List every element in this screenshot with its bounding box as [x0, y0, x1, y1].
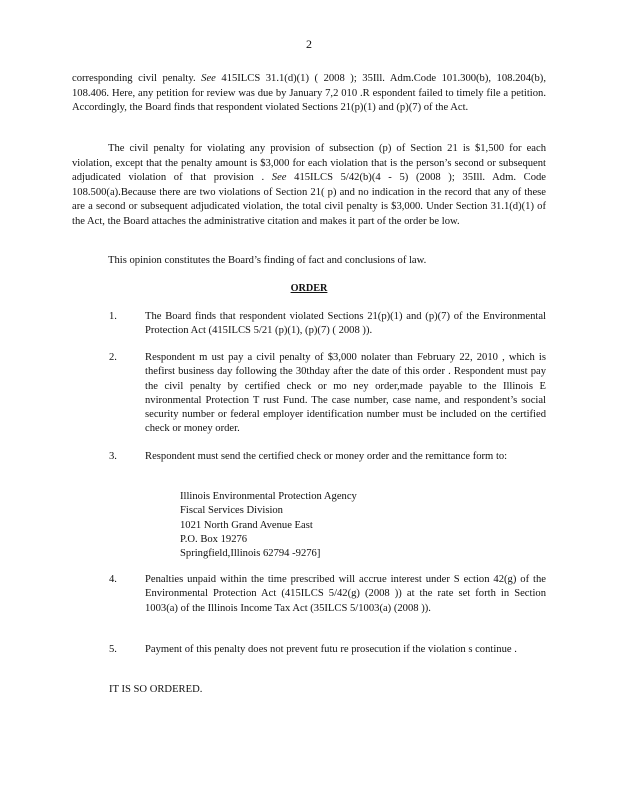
address-line: Illinois Environmental Protection Agency: [180, 491, 357, 502]
paragraph-penalty-default: [72, 72, 546, 116]
page-number: 2: [306, 37, 312, 51]
order-item-1: [109, 310, 546, 339]
paragraph-text: The civil penalty for violating any provision of subsection (p) of Section 21 is $1,500 for each violation, except that the penalty amount is $3,000 for each violation that is the person’s second or subsequent adjudicated violation of that provision .: [72, 143, 546, 184]
item-text: Respondent m ust pay a civil penalty of $3,000 nolater than February 22, 2010 , which is thefirst business day following the 30thday after the date of this order . Respondent must pay the civil penalty by certified check or mo ney order,made payable to the Illinois E nvironmental Protection T rust Fund. The case number, case name, and respondent’s social security number or federal employer identification number must be included on the certified check or money order.: [145, 352, 546, 435]
item-number: 2.: [109, 352, 117, 363]
address-line: Fiscal Services Division: [180, 505, 283, 517]
item-text: Payment of this penalty does not prevent futu re prosecution if the violation s continue .: [145, 644, 517, 655]
address-line: P.O. Box 19276: [180, 533, 248, 545]
address-line: Springfield,Illinois 62794 -9276]: [180, 548, 321, 560]
item-text: The Board finds that respondent violated Sections 21(p)(1) and (p)(7) of the Environmental Protection Act (415ILCS 5/21 (p)(1), (p)(7) ( 2008 )).: [145, 311, 546, 337]
order-item-4: [109, 573, 546, 616]
order-item-5: [109, 643, 546, 657]
item-text: Respondent must send the certified check or money order and the remittance form to:: [145, 451, 508, 462]
paragraph-text: 415ILCS 31.1(d)(1) ( 2008 ); 35Ill. Adm.Code 101.300(b), 108.204(b), 108.406. Here, any petition for review was due by January 7,2 010 .R espondent failed to timely file a petition. Accordingly, the Board finds that respondent violated Sections 21(p)(1) and (p)(7) of the Act.: [72, 73, 546, 114]
citation-signal: See: [271, 172, 287, 184]
order-heading: ORDER: [290, 283, 328, 294]
paragraph-text: corresponding civil penalty.: [72, 73, 196, 84]
paragraph-findings: This opinion constitutes the Board’s finding of fact and conclusions of law.: [108, 255, 427, 266]
item-number: 4.: [109, 574, 117, 585]
item-number: 1.: [109, 311, 117, 322]
order-item-2: [109, 351, 546, 437]
paragraph-text: 415ILCS 5/42(b)(4 - 5) (2008 ); 35Ill. Adm. Code 108.500(a).Because there are two violations of Section 21( p) and no indication in the record that any of these are a second or subsequent adjudicated violation, the total civil penalty is $3,000. Under Section 31.1(d)(1) of the Act, the Board attaches the administrative citation and makes it part of the order be low.: [72, 172, 546, 227]
remittance-address: [180, 490, 357, 561]
item-number: 3.: [109, 451, 117, 462]
paragraph-civil-penalty: [72, 142, 546, 230]
address-line: 1021 North Grand Avenue East: [180, 519, 313, 531]
item-text: Penalties unpaid within the time prescribed will accrue interest under S ection 42(g) of the Environmental Protection Act (415ILCS 5/42(g) (2008 )) at the rate set forth in Section 1003(a) of the Illinois Income Tax Act (35ILCS 5/1003(a) (2008 )).: [145, 574, 546, 614]
closing-statement: IT IS SO ORDERED.: [109, 684, 203, 695]
citation-signal: See: [201, 73, 216, 84]
order-item-3: [109, 450, 546, 464]
item-number: 5.: [109, 644, 117, 655]
